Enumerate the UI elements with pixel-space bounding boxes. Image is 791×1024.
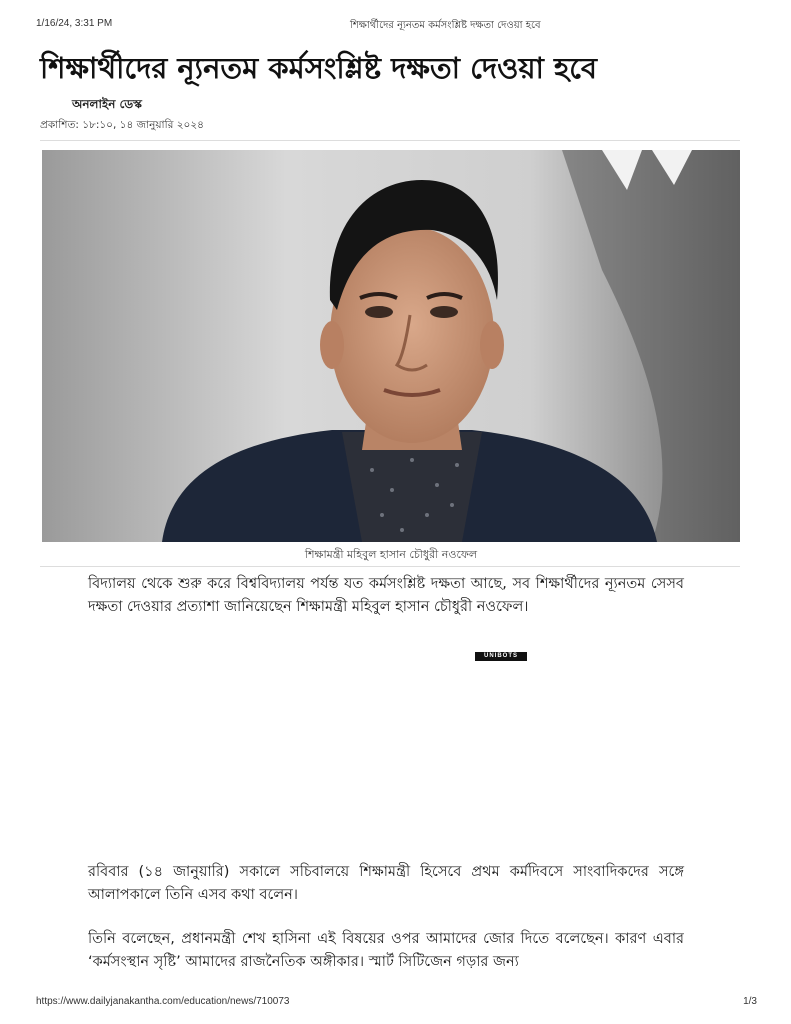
article-title: শিক্ষার্থীদের ন্যূনতম কর্মসংশ্লিষ্ট দক্ষতা দেওয়া হবে [40, 51, 598, 85]
print-date: 1/16/24, 3:31 PM [36, 18, 113, 29]
portrait-illustration [42, 150, 740, 542]
photo-caption: শিক্ষামন্ত্রী মহিবুল হাসান চৌধুরী নওফেল [304, 548, 478, 561]
divider [40, 140, 740, 141]
article-paragraph: বিদ্যালয় থেকে শুরু করে বিশ্ববিদ্যালয় পর্যন্ত যত কর্মসংশ্লিষ্ট দক্ষতা আছে, সব শিক্ষার্থীদের ন্যূনতম সেসব দক্ষতা দেওয়ার প্রত্যাশা জানিয়েছেন শিক্ষামন্ত্রী মহিবুল হাসান চৌধুরী নওফেল। [88, 576, 684, 615]
author-logo-icon [42, 95, 64, 111]
ad-badge[interactable]: UNIBOTS [475, 652, 527, 661]
publish-time: প্রকাশিত: ১৮:১০, ১৪ জানুয়ারি ২০২৪ [40, 119, 204, 131]
divider [40, 566, 740, 567]
page-number: 1/3 [743, 996, 757, 1007]
article-paragraph: তিনি বলেছেন, প্রধানমন্ত্রী শেখ হাসিনা এই বিষয়ের ওপর আমাদের জোর দিতে বলেছেন। কারণ এবার ‘কর্মসংস্থান সৃষ্টি’ আমাদের রাজনৈতিক অঙ্গীকার। স্মার্ট সিটিজেন গড়ার জন্য [88, 931, 684, 970]
print-header-title: শিক্ষার্থীদের ন্যূনতম কর্মসংশ্লিষ্ট দক্ষতা দেওয়া হবে [350, 20, 541, 31]
print-footer-url: https://www.dailyjanakantha.com/education/news/710073 [36, 996, 290, 1007]
article-author[interactable]: অনলাইন ডেস্ক [72, 97, 142, 111]
article-photo [42, 150, 740, 542]
article-paragraph: রবিবার (১৪ জানুয়ারি) সকালে সচিবালয়ে শিক্ষামন্ত্রী হিসেবে প্রথম কর্মদিবসে সাংবাদিকদের সঙ্গে আলাপকালে তিনি এসব কথা বলেন। [88, 864, 684, 903]
